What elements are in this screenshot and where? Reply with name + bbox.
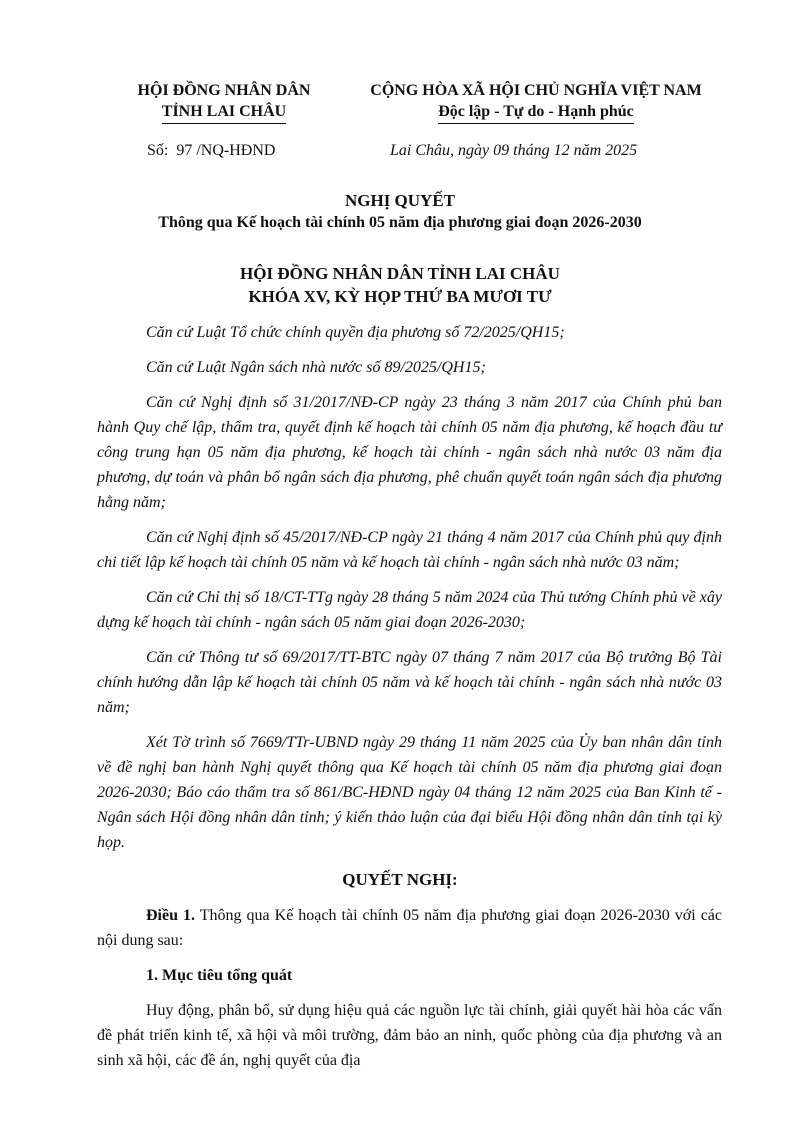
- preamble-item: Căn cứ Nghị định số 31/2017/NĐ-CP ngày 23 tháng 3 năm 2017 của Chính phủ ban hành Quy chế lập, thẩm tra, quyết định kế hoạch tài chính 05 năm địa phương, kế hoạch đầu tư công trung hạn 05 năm địa phương, kế hoạch tài chính - ngân sách nhà nước 03 năm địa phương, dự toán và phân bổ ngân sách địa phương, phê chuẩn quyết toán ngân sách địa phương hằng năm;: [97, 394, 722, 511]
- document-type: NGHỊ QUYẾT: [344, 191, 456, 210]
- council-heading: [0, 262, 800, 308]
- authority-line-1: HỘI ĐỒNG NHÂN DÂN: [137, 82, 311, 99]
- national-motto: [346, 80, 726, 124]
- article-1-intro: [97, 903, 722, 953]
- preamble-item: Căn cứ Luật Tổ chức chính quyền địa phương số 72/2025/QH15;: [146, 324, 565, 341]
- number-suffix: /NQ-HĐND: [196, 142, 276, 159]
- council-line-2: KHÓA XV, KỲ HỌP THỨ BA MƯƠI TƯ: [248, 287, 552, 306]
- preamble-item: Căn cứ Thông tư số 69/2017/TT-BTC ngày 07 tháng 7 năm 2017 của Bộ trưởng Bộ Tài chính hướng dẫn lập kế hoạch tài chính 05 năm và kế hoạch tài chính - ngân sách nhà nước 03 năm;: [97, 649, 722, 716]
- article-label: Điều 1.: [146, 907, 196, 924]
- number-prefix: Số:: [147, 142, 169, 159]
- document-number: [147, 142, 275, 160]
- section-text: Huy động, phân bổ, sử dụng hiệu quả các nguồn lực tài chính, giải quyết hài hòa các vấn đề phát triển kinh tế, xã hội và môi trường, đảm bảo an ninh, quốc phòng của địa phương và an sinh xã hội, các đề án, nghị quyết của địa: [97, 1002, 722, 1069]
- authority-line-2: TỈNH LAI CHÂU: [162, 101, 286, 124]
- preamble-item: Xét Tờ trình số 7669/TTr-UBND ngày 29 tháng 11 năm 2025 của Ủy ban nhân dân tỉnh về đề nghị ban hành Nghị quyết thông qua Kế hoạch tài chính 05 năm địa phương giai đoạn 2026-2030; Báo cáo thẩm tra số 861/BC-HĐND ngày 04 tháng 12 năm 2025 của Ban Kinh tế - Ngân sách Hội đồng nhân dân tỉnh; ý kiến thảo luận của đại biểu Hội đồng nhân dân tỉnh tại kỳ họp.: [97, 734, 722, 851]
- motto-line-2: Độc lập - Tự do - Hạnh phúc: [438, 101, 634, 124]
- council-line-1: HỘI ĐỒNG NHÂN DÂN TỈNH LAI CHÂU: [240, 264, 560, 283]
- section-title: 1. Mục tiêu tổng quát: [146, 967, 293, 984]
- document-title: [0, 190, 800, 234]
- place-and-date: Lai Châu, ngày 09 tháng 12 năm 2025: [390, 142, 638, 159]
- motto-line-1: CỘNG HÒA XÃ HỘI CHỦ NGHĨA VIỆT NAM: [370, 82, 702, 99]
- article-1: [97, 903, 722, 1083]
- issuing-authority: [100, 80, 348, 124]
- preamble-item: Căn cứ Luật Ngân sách nhà nước số 89/2025/QH15;: [146, 359, 486, 376]
- preamble: [97, 320, 722, 865]
- preamble-item: Căn cứ Chỉ thị số 18/CT-TTg ngày 28 tháng 5 năm 2024 của Thủ tướng Chính phủ về xây dựng kế hoạch tài chính - ngân sách 05 năm giai đoạn 2026-2030;: [97, 589, 722, 631]
- number-value: 97: [176, 142, 193, 159]
- article-text: Thông qua Kế hoạch tài chính 05 năm địa phương giai đoạn 2026-2030 với các nội dung sau:: [97, 907, 723, 949]
- decision-heading: QUYẾT NGHỊ:: [342, 870, 458, 889]
- preamble-item: Căn cứ Nghị định số 45/2017/NĐ-CP ngày 21 tháng 4 năm 2017 của Chính phủ quy định chi tiết lập kế hoạch tài chính 05 năm và kế hoạch tài chính - ngân sách nhà nước 03 năm;: [97, 529, 722, 571]
- document-subject: Thông qua Kế hoạch tài chính 05 năm địa phương giai đoạn 2026-2030: [158, 214, 642, 231]
